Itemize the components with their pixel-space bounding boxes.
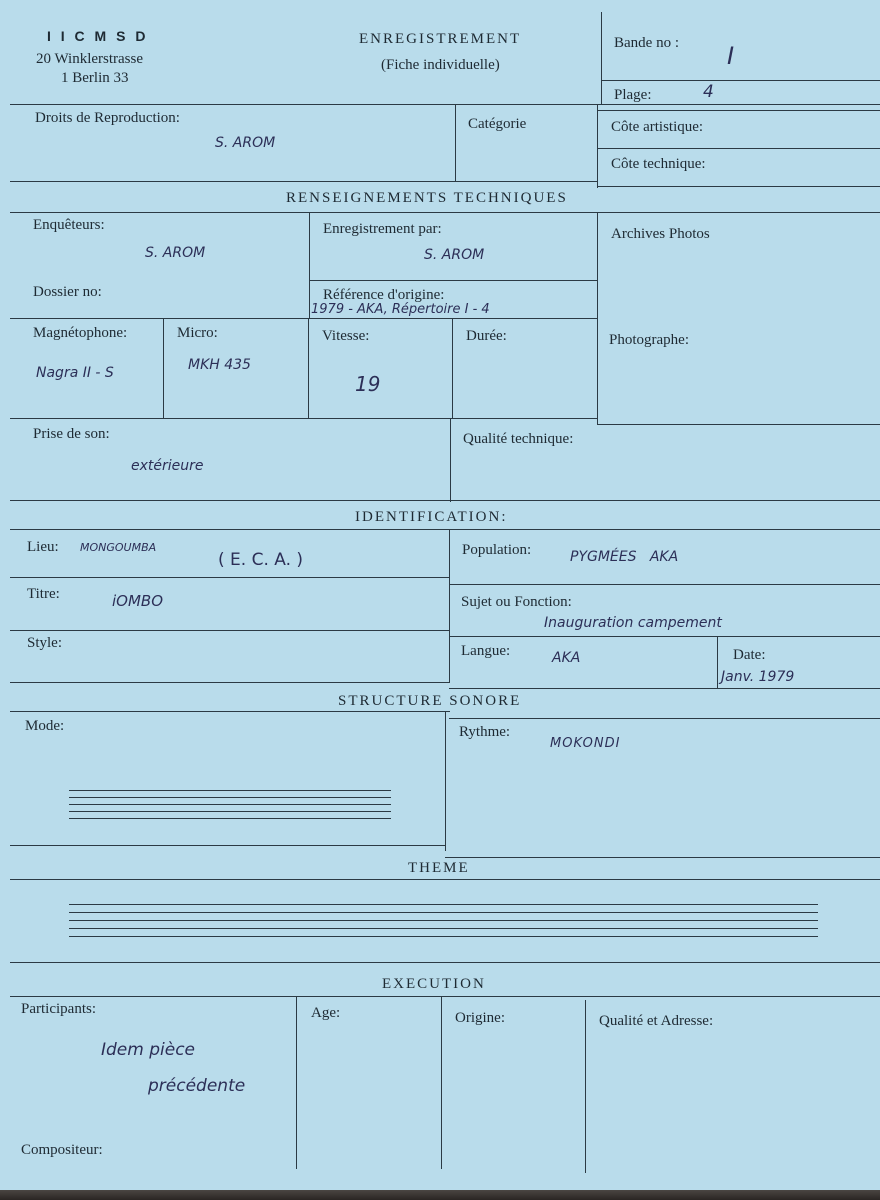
- reference-value: 1979 - AKA, Répertoire I - 4: [311, 302, 490, 317]
- magnetophone-value: Nagra II - S: [36, 365, 114, 381]
- structure-heading: STRUCTURE SONORE: [338, 693, 522, 709]
- enqueteurs-label: Enquêteurs:: [33, 217, 105, 233]
- participants-value-line2: précédente: [148, 1076, 246, 1096]
- lieu-region: ( E. C. A. ): [218, 550, 304, 570]
- enregistrement-label: Enregistrement par:: [323, 221, 442, 237]
- dossier-label: Dossier no:: [33, 284, 102, 300]
- titre-value: iOMBO: [112, 592, 164, 610]
- prise-de-son-label: Prise de son:: [33, 426, 110, 442]
- micro-label: Micro:: [177, 325, 218, 341]
- address-street: 20 Winklerstrasse: [36, 51, 144, 67]
- titre-label: Titre:: [27, 586, 60, 602]
- bande-value: I: [727, 42, 735, 70]
- cote-artistique-label: Côte artistique:: [611, 119, 704, 135]
- age-label: Age:: [311, 1005, 341, 1021]
- population-value: PYGMÉES AKA: [570, 549, 679, 565]
- style-label: Style:: [27, 635, 63, 651]
- magnetophone-label: Magnétophone:: [33, 325, 128, 341]
- participants-label: Participants:: [21, 1001, 96, 1017]
- archives-photos-label: Archives Photos: [611, 226, 710, 242]
- photographe-label: Photographe:: [609, 332, 689, 348]
- bande-label: Bande no :: [614, 35, 679, 51]
- micro-value: MKH 435: [188, 357, 251, 373]
- lieu-label: Lieu:: [27, 539, 59, 555]
- droits-label: Droits de Reproduction:: [35, 110, 180, 126]
- prise-de-son-value: extérieure: [131, 458, 204, 474]
- reference-label: Référence d'origine:: [323, 287, 445, 303]
- execution-heading: EXECUTION: [382, 976, 486, 992]
- qualite-technique-label: Qualité technique:: [463, 431, 574, 447]
- plage-label: Plage:: [614, 87, 652, 103]
- plage-value: 4: [703, 82, 714, 102]
- categorie-label: Catégorie: [468, 116, 527, 132]
- theme-heading: THEME: [408, 860, 470, 876]
- card-bottom-edge: [0, 1190, 880, 1200]
- sujet-value: Inauguration campement: [544, 615, 722, 631]
- form-subtitle: (Fiche individuelle): [381, 57, 500, 73]
- cote-technique-label: Côte technique:: [611, 156, 706, 172]
- date-label: Date:: [733, 647, 766, 663]
- vitesse-value: 19: [355, 372, 381, 396]
- enregistrement-value: S. AROM: [424, 247, 485, 263]
- date-value: Janv. 1979: [721, 669, 795, 685]
- origine-label: Origine:: [455, 1010, 505, 1026]
- droits-value: S. AROM: [215, 135, 276, 151]
- rythme-value: MOKONDI: [550, 736, 621, 751]
- sujet-label: Sujet ou Fonction:: [461, 594, 572, 610]
- compositeur-label: Compositeur:: [21, 1142, 103, 1158]
- qualite-adresse-label: Qualité et Adresse:: [599, 1013, 714, 1029]
- participants-value-line1: Idem pièce: [101, 1040, 196, 1060]
- form-title: ENREGISTREMENT: [359, 31, 522, 47]
- population-label: Population:: [462, 542, 532, 558]
- duree-label: Durée:: [466, 328, 507, 344]
- address-city: 1 Berlin 33: [61, 70, 129, 86]
- org-name: I I C M S D: [47, 28, 149, 44]
- identification-heading: IDENTIFICATION:: [355, 509, 508, 525]
- rythme-label: Rythme:: [459, 724, 511, 740]
- enqueteurs-value: S. AROM: [145, 245, 206, 261]
- langue-label: Langue:: [461, 643, 511, 659]
- lieu-value: MONGOUMBA: [80, 541, 157, 554]
- technical-heading: RENSEIGNEMENTS TECHNIQUES: [286, 190, 568, 206]
- mode-label: Mode:: [25, 718, 65, 734]
- vitesse-label: Vitesse:: [322, 328, 370, 344]
- langue-value: AKA: [552, 650, 581, 666]
